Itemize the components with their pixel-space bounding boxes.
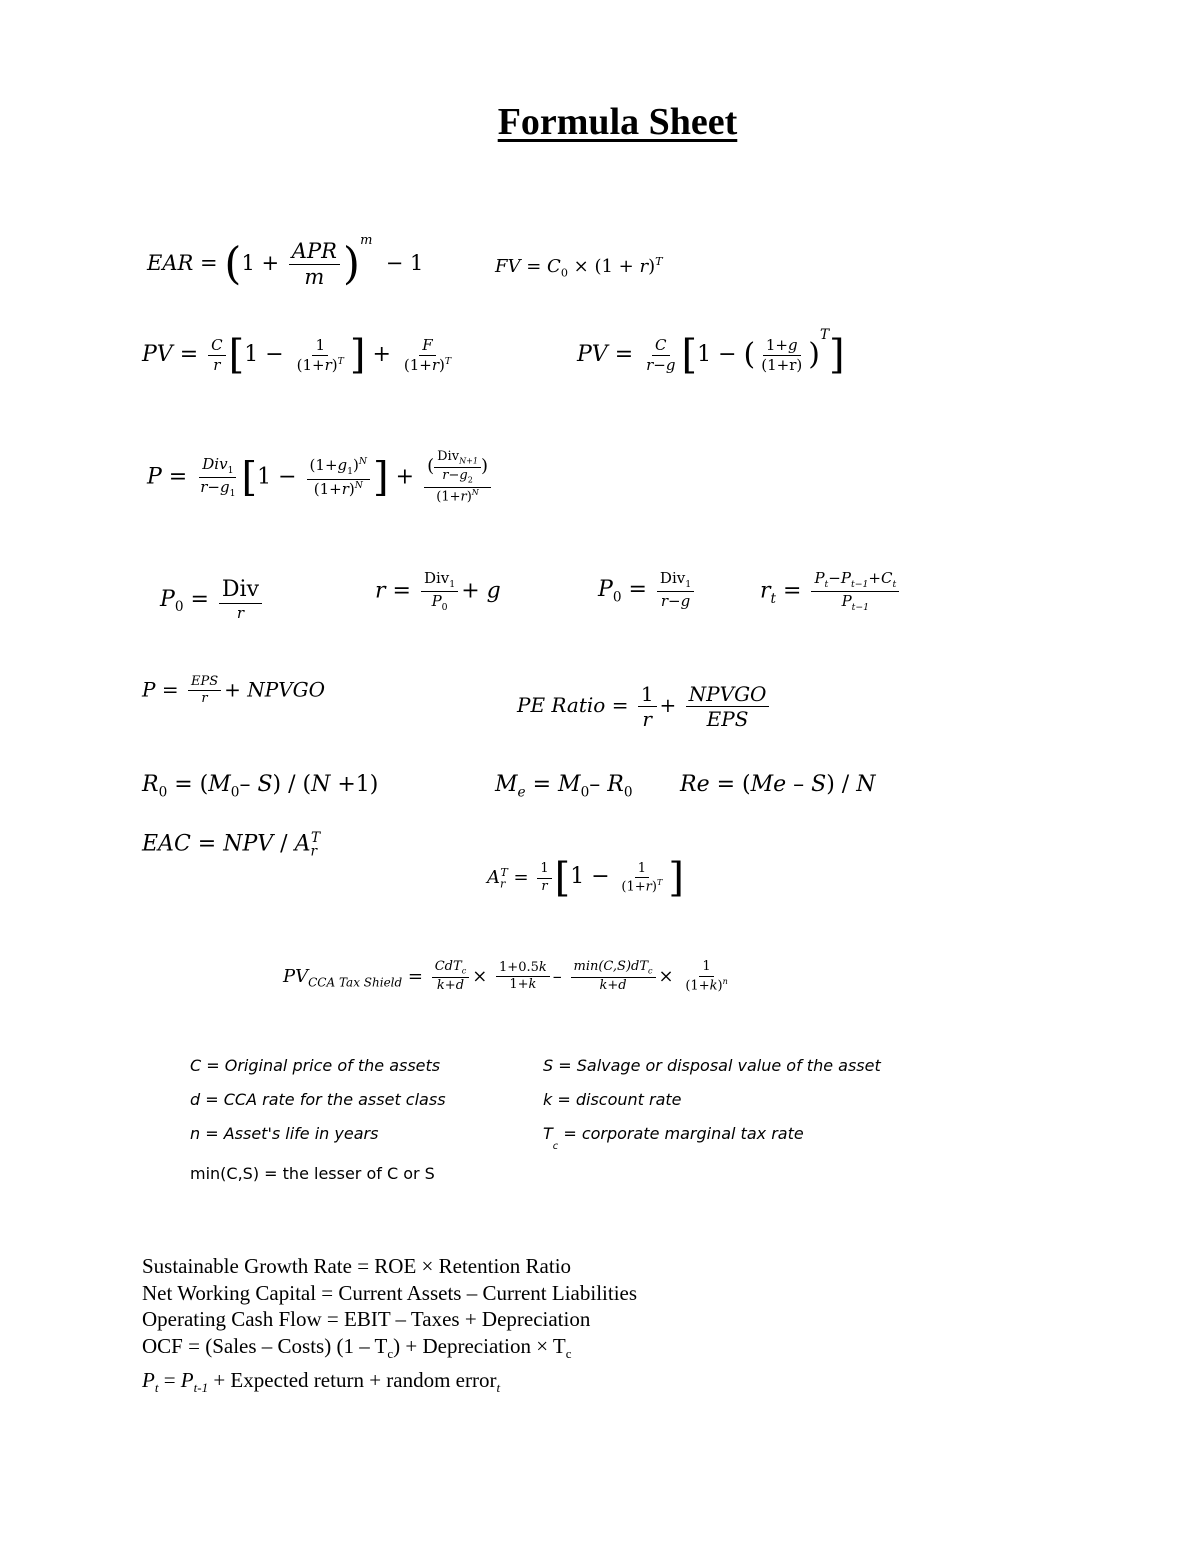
- formula-fv: FV = $C_0 \times (1 + r)^T$: [495, 255, 663, 280]
- formula-annuity-factor: $A_r^T$ = $\frac{1}{r}$ [1 − $\frac{1}{(1+r)^T}$ ]: [487, 855, 684, 901]
- formula-eac: EAC = NPV / $A_r^T$: [142, 830, 321, 860]
- formula-required-return: r = $\frac{Div_1}{P_0}$ + g: [375, 569, 501, 614]
- legend-min: min(C,S) = the lesser of C or S: [190, 1164, 435, 1183]
- legend-c: C = Original price of the assets: [190, 1056, 441, 1075]
- formula-rights-r0: $R_0 = (M_0-$ S) / (N +1): [142, 772, 379, 801]
- legend-tc-subscript: c: [552, 1141, 559, 1153]
- formula-rights-me: $M_e = M_0-$ $R_0$: [495, 772, 633, 801]
- formula-price-npvgo: P = $\frac{\text{EPS}}{r}$ + NPVGO: [142, 674, 326, 707]
- legend-d: d = CCA rate for the asset class: [190, 1090, 446, 1109]
- legend-tc-symbol: T: [543, 1124, 553, 1143]
- formula-gordon-growth: $P_0$ = $\frac{Div_1}{r-g}$: [598, 570, 697, 610]
- operating-cash-flow: Operating Cash Flow = EBIT – Taxes + Depreciation: [142, 1307, 591, 1331]
- ocf-formula: OCF = (Sales – Costs) $(1 - T_c)$ + Depreciation × $T_c$: [142, 1333, 572, 1361]
- formula-rights-re: Re = (Me – S) / N: [680, 772, 876, 797]
- legend-tc: [543, 1124, 804, 1153]
- net-working-capital: Net Working Capital = Current Assets – Current Liabilities: [142, 1280, 638, 1305]
- formula-holding-period-return: $r_t$ = $\frac{P_t-P_{t-1}+C_t}{P_{t-1}}$: [760, 570, 902, 613]
- sustainable-growth-rate: Sustainable Growth Rate = ROE × Retention Ratio: [142, 1254, 572, 1278]
- formula-two-stage-dividend: P = $\frac{Div_1}{r-g_1}$ [1 − $\frac{(1+g_1)^N}{(1+r)^N}$ ] + ( $\frac{Div_{N+1}}{r-g_2}$ ) $(1+r)^N$: [147, 450, 494, 505]
- legend-n: n = Asset's life in years: [190, 1124, 379, 1143]
- legend-tc-text: = corporate marginal tax rate: [558, 1124, 804, 1143]
- formula-ear: EAR = (1 + $\frac{\text{APR}}{m}$ )$^m$ − 1: [147, 233, 424, 290]
- legend-k: k = discount rate: [543, 1090, 682, 1109]
- formula-cca-tax-shield: $PV_{CCA Tax Shield}$ = $\frac{CdT_c}{k+d}$ × $\frac{1+0.5k}{1+k}$ – $\frac{\min(C,S)dT_c}{k+d}$ × $\frac{1}{(1+k)^n}$: [283, 959, 728, 994]
- formula-pv-annuity: PV = $\frac{C}{r}$ [1 − $\frac{1}{(1+r)^T}$ ] + $\frac{F}{(1+r)^T}$: [142, 332, 452, 378]
- legend-s: S = Salvage or disposal value of the asset: [543, 1056, 881, 1075]
- price-random-walk: $P_t = P_{t-1}$ + Expected return + random error$_t$: [142, 1368, 501, 1396]
- formula-pv-growing-annuity: PV = $\frac{C}{r-g}$ [1 − ( $\frac{1+g}{(1+r)}$ )$^T$]: [577, 326, 845, 378]
- formula-pe-ratio: PE Ratio = $\frac{1}{r}$ + $\frac{\text{NPVGO}}{\text{EPS}}$: [517, 683, 772, 730]
- bottom-definitions: [142, 1253, 637, 1402]
- page-title: Formula Sheet: [497, 101, 738, 143]
- formula-p0-perpetuity: $P_0$ = $\frac{\text{Div}}{r}$: [160, 578, 265, 622]
